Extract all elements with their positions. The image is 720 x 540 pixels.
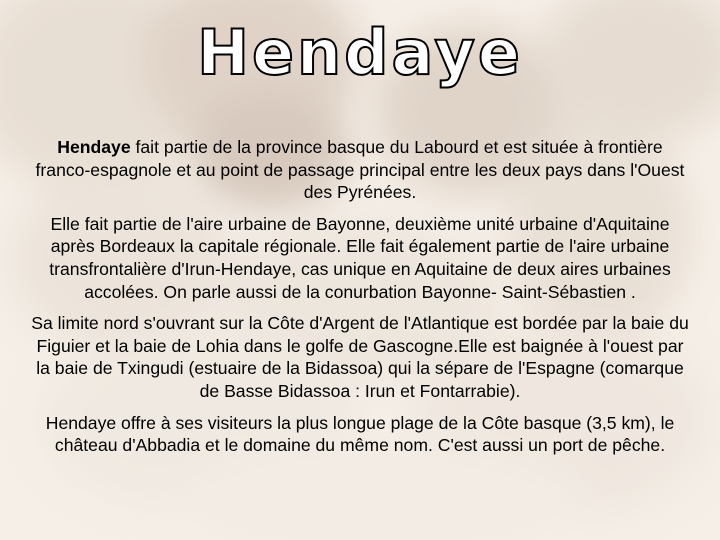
paragraph-1-bold-lead: Hendaye [57,137,131,157]
paragraph-3: Sa limite nord s'ouvrant sur la Côte d'Argent de l'Atlantique est bordée par la baie du Figuier et la baie de Lohia dans le golfe de Gascogne.Elle est baignée à l'ouest par la baie de Txingudi (estuaire de la Bidassoa) qui la sépare de l'Espagne (comarque de Basse Bidassoa : Irun et Fontarrabie). [31,313,689,401]
paragraph-2: Elle fait partie de l'aire urbaine de Bayonne, deuxième unité urbaine d'Aquitaine après Bordeaux la capitale régionale. Elle fait également partie de l'aire urbaine transfrontalière d'Irun-Hendaye, cas unique en Aquitaine de deux aires urbaines accolées. On parle aussi de la conurbation Bayonne- Saint-Sébastien . [49,213,671,302]
slide-body [30,136,690,466]
slide-title: Hendaye [197,16,523,89]
paragraph-1-text: fait partie de la province basque du Labourd et est située à frontière franco-espagnole et au point de passage principal entre les deux pays dans l'Ouest des Pyrénées. [35,137,685,203]
paragraph-4: Hendaye offre à ses visiteurs la plus longue plage de la Côte basque (3,5 km), le château d'Abbadia et le domaine du même nom. C'est aussi un port de pêche. [45,412,675,456]
paragraph-1 [30,136,690,204]
